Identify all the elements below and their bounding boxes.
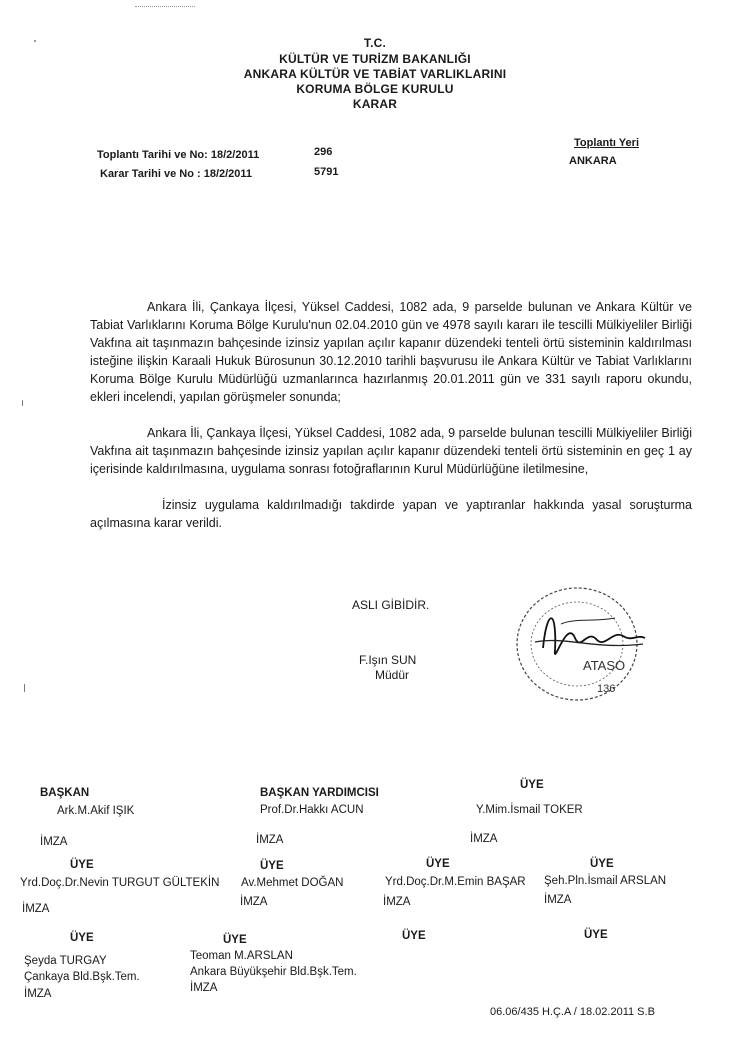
decision-paragraph-2: Ankara İli, Çankaya İlçesi, Yüksel Caddesi, 1082 ada, 9 parselde bulunan tescilli Mülkiyeliler Birliği Vakfına ait taşınmazın bahçesinde izinsiz yapılan açılır kapanır düzendeki tenteli örtü sisteminin en geç 1 ay içerisinde kaldırılmasına, uygulama sonrası fotoğraflarının Kurul Müdürlüğüne iletilmesine, (90, 426, 692, 476)
header-council-line2: KORUMA BÖLGE KURULU (296, 82, 454, 96)
scan-speck (22, 400, 23, 406)
header-council-line1: ANKARA KÜLTÜR VE TABİAT VARLIKLARINI (243, 67, 507, 81)
role-vice-president: BAŞKAN YARDIMCISI (260, 787, 379, 799)
header-ministry: KÜLTÜR VE TURİZM BAKANLIĞI (279, 52, 471, 66)
meeting-date-label: Toplantı Tarihi ve No: 18/2/2011 (97, 149, 260, 161)
name-member-4: Yrd.Doç.Dr.M.Emin BAŞAR (385, 876, 526, 888)
meeting-place-value: ANKARA (569, 155, 617, 167)
name-member-7: Teoman M.ARSLAN (190, 950, 293, 962)
seal-number: 136 (597, 683, 616, 695)
meeting-place-label: Toplantı Yeri (574, 137, 639, 149)
sign-member-5: İMZA (544, 894, 572, 906)
role-member-9: ÜYE (584, 929, 608, 941)
role-member-5: ÜYE (590, 858, 614, 870)
meeting-number: 296 (314, 146, 333, 158)
sign-member-6: İMZA (24, 988, 52, 1000)
name-member-1: Y.Mim.İsmail TOKER (476, 804, 583, 816)
name-member-3: Av.Mehmet DOĞAN (241, 877, 344, 889)
certified-copy-text: ASLI GİBİDİR. (352, 598, 430, 612)
sign-member-4: İMZA (383, 896, 411, 908)
role-member-4: ÜYE (426, 858, 450, 870)
document-reference: 06.06/435 H.Ç.A / 18.02.2011 S.B (490, 1006, 655, 1018)
sign-member-1: İMZA (470, 833, 498, 845)
name-president: Ark.M.Akif IŞIK (57, 805, 135, 817)
header-decision: KARAR (352, 97, 398, 111)
sign-member-3: İMZA (240, 896, 268, 908)
name-member-5: Şeh.Pln.İsmail ARSLAN (544, 875, 667, 887)
role-member-2: ÜYE (70, 859, 94, 871)
role-member-1: ÜYE (520, 779, 544, 791)
handwritten-signature (543, 618, 645, 654)
role-member-7: ÜYE (223, 934, 247, 946)
director-name: F.Işın SUN (359, 653, 417, 667)
header-tc: T.C. (363, 36, 387, 50)
org-member-7: Ankara Büyükşehir Bld.Bşk.Tem. (190, 966, 357, 978)
decision-date-label: Karar Tarihi ve No : 18/2/2011 (100, 168, 253, 180)
name-vice-president: Prof.Dr.Hakkı ACUN (260, 804, 364, 816)
scan-speck (24, 684, 25, 692)
sign-president: İMZA (40, 836, 68, 848)
sign-member-7: İMZA (190, 982, 218, 994)
role-member-6: ÜYE (70, 932, 94, 944)
name-member-2: Yrd.Doç.Dr.Nevin TURGUT GÜLTEKİN (20, 877, 220, 889)
org-member-6: Çankaya Bld.Bşk.Tem. (24, 971, 140, 983)
name-member-6: Şeyda TURGAY (24, 955, 107, 967)
seal-text: ATASO (583, 658, 626, 673)
sign-vice-president: İMZA (256, 834, 284, 846)
official-seal-stamp (505, 578, 655, 708)
decision-number: 5791 (314, 166, 339, 178)
sign-member-2: İMZA (22, 903, 50, 915)
role-president: BAŞKAN (40, 787, 90, 799)
decision-paragraph-1: Ankara İli, Çankaya İlçesi, Yüksel Caddesi, 1082 ada, 9 parselde bulunan ve Ankara Kültür ve Tabiat Varlıklarını Koruma Bölge Kurulu'nun 02.04.2010 gün ve 4978 sayılı kararı ile tescilli Mülkiyeliler Birliği Vakfına ait taşınmazın bahçesinde izinsiz yapılan açılır kapanır düzendeki tenteli örtü sisteminin kaldırılması isteğine ilişkin Karaali Hukuk Bürosunun 30.12.2010 tarihli başvurusu ile Ankara Kültür ve Tabiat Varlıklarını Koruma Bölge Kurulu Müdürlüğü uzmanlarınca hazırlanmış 20.01.2011 gün ve 331 sayılı raporu okundu, ekleri incelendi, yapılan görüşmeler sonunda; (90, 300, 692, 404)
director-title: Müdür (375, 668, 410, 682)
role-member-3: ÜYE (260, 860, 284, 872)
role-member-8: ÜYE (402, 930, 426, 942)
top-scan-mark (135, 6, 195, 7)
decision-paragraph-3: İzinsiz uygulama kaldırılmadığı takdirde yapan ve yaptıranlar hakkında yasal soruşturma açılmasına karar verildi. (90, 498, 692, 530)
